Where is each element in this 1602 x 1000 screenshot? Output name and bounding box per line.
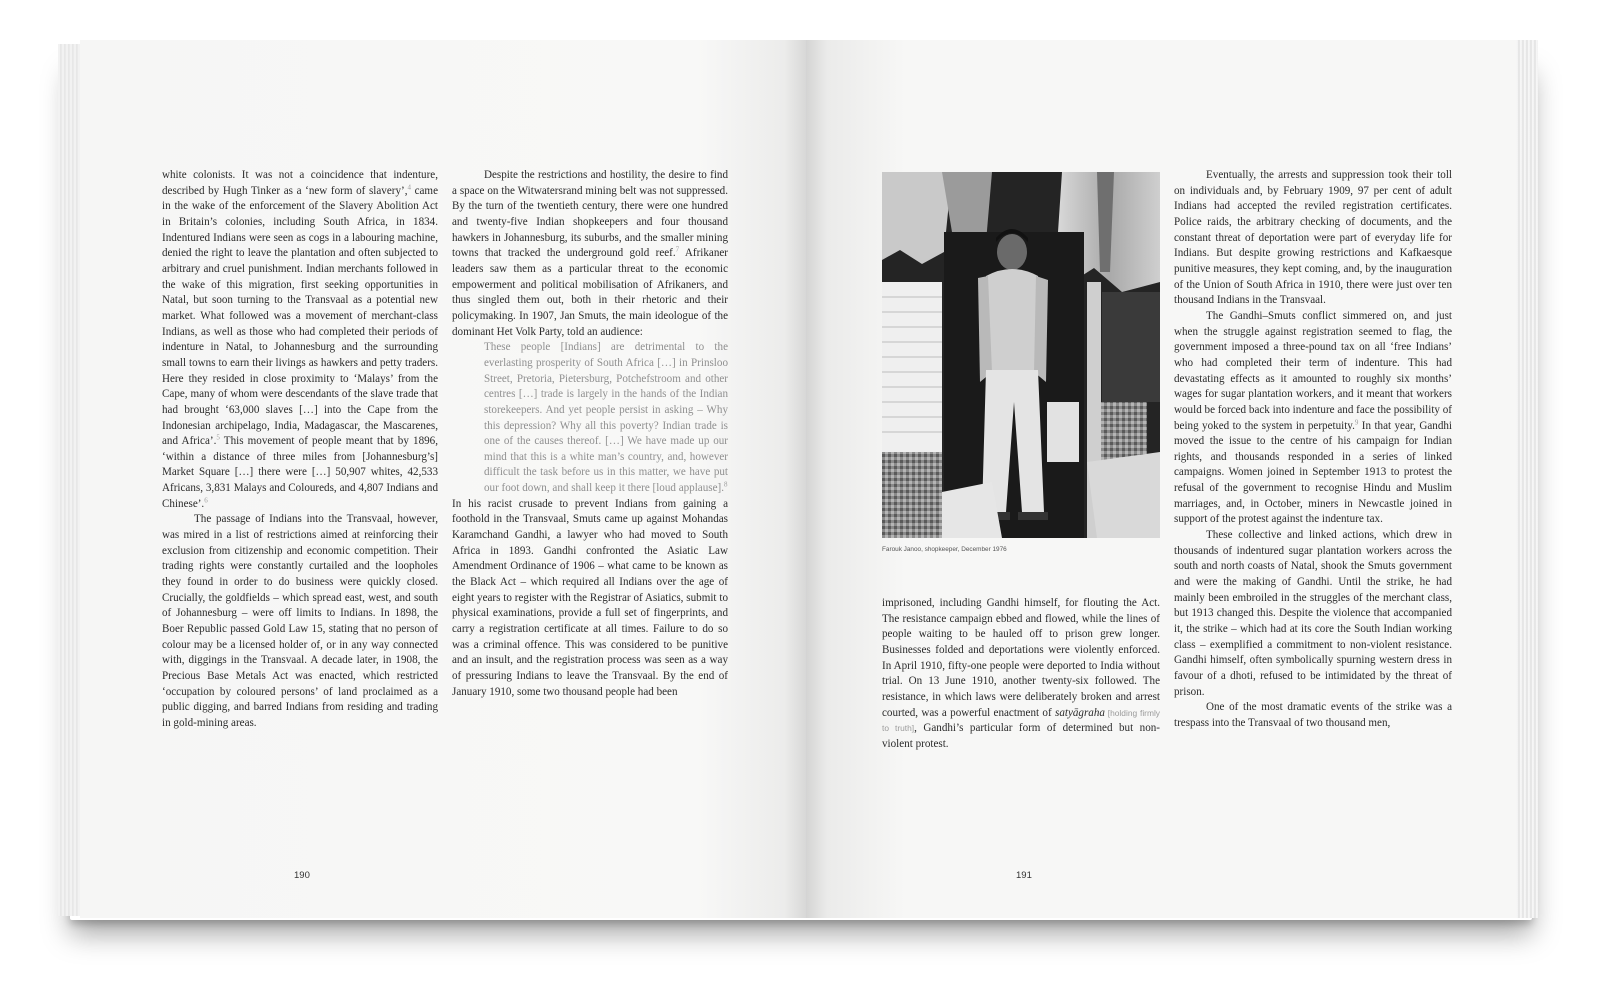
block-quote: These people [Indians] are detrimental to the everlasting prosperity of South Africa […] in Prinsloo Street, Pretoria, Pietersburg, Potchefstroom and other centres […] trade is largely in the hands of the Indian storekeepers. And yet people persist in asking – Why this depression? Why all this poverty? Indian trade is one of the causes thereof. […] We have made up our mind that this is a white man’s country, and, however difficult the task before us in this matter, we have put our foot down, and shall keep it there [loud applause].$^8$ xyxy=(484,341,728,495)
paragraph: Despite the restrictions and hostility, the desire to find a space on the Witwatersrand mining belt was not suppressed. By the turn of the twentieth century, there were one hundred and twenty-five Indian shopkeepers and four thousand hawkers in Johannesburg, its suburbs, and the smaller mining towns that tracked the underground gold reef.$^7$ Afrikaner leaders saw them as a particular threat to the economic empowerment and political mobilisation of Afrikaners, and thus singled them out, both in their rhetoric and their policymaking. In 1907, Jan Smuts, the main ideologue of the dominant Het Volk Party, told an audience: xyxy=(452,169,728,338)
footnote-marker: 8 xyxy=(724,480,728,489)
paragraph: The Gandhi–Smuts conflict simmered on, and just when the struggle against registration seemed to flag, the government imposed a three-pound tax on all ‘free Indians’ who had completed their term of indenture. This had devastating effects as it amounted to roughly six months’ wages for sugar plantation workers, and it meant that workers would be forced back into indenture and face the possibility of being yoked to the system in perpetuity.$^9$ In that year, Gandhi moved the issue to the centre of his campaign for Indian rights, and thousands responded in a series of linked campaigns. Women joined in September 1913 to protest the refusal of the government to recognise Hindu and Muslim marriages, and, in October, miners in Newcastle joined in support of the protest against the indenture tax. xyxy=(1174,309,1452,526)
paragraph: white colonists. It was not a coincidence that indenture, described by Hugh Tinker as a ‘new form of slavery’,$^4$ came in the wake of the enforcement of the Slavery Abolition Act in Britain’s colonies, including South Africa, in 1834. Indentured Indians were seen as cogs in a labouring machine, denied the right to leave the plantation and often subjected to arbitrary and cruel punishment. Indian merchants followed in the wake of this migration, first seeking opportunities in Natal, but soon turning to the Transvaal as a potential new market. What followed was a movement of merchant-class Indians, as well as those who had completed their periods of indenture in Natal, to Johannesburg and the surrounding small towns to earn their livings as hawkers and petty traders. Here they resided in close proximity to ‘Malays’ from the Cape, many of whom were descendants of the slave trade that had brought ‘63,000 slaves […] into the Cape from the Indonesian archipelago, India, Madagascar, the Mascarenes, and Africa’.$^5$ This movement of people meant that by 1896, ‘within a distance of three miles from [Johannesburg’s] Market Square […] there were […] 50,907 whites, 42,533 Africans, 3,831 Malays and Coloureds, and 4,807 Indians and Chinese’.$^6$ xyxy=(162,169,438,510)
italic-term: satyāgraha xyxy=(1055,706,1105,719)
right-column-2 xyxy=(1174,168,1452,732)
left-column-2 xyxy=(452,168,728,700)
footnote-marker: 7 xyxy=(675,245,680,254)
right-column-1 xyxy=(882,596,1160,753)
page-number-right: 191 xyxy=(1016,870,1032,881)
shopkeeper-photograph xyxy=(882,172,1160,538)
left-column-1 xyxy=(162,168,438,732)
paragraph: These collective and linked actions, which drew in thousands of indentured sugar plantation workers across the south and north coasts of Natal, shook the Smuts government and were the making of Gandhi. Until the strike, he had mainly been embroiled in the struggles of the merchant class, but 1913 changed this. Despite the violence that accompanied it, the strike – which had at its core the South Indian working class – exemplified a commitment to non-violent resistance. Gandhi himself, often symbolically spurning western dress in favour of a dhoti, refused to be intimidated by the threat of prison. xyxy=(1174,529,1452,698)
paragraph: Eventually, the arrests and suppression took their toll on individuals and, by February 1909, 97 per cent of adult Indians had accepted the reviled registration certificates. Police raids, the arbitrary checking of documents, and the constant threat of deportation were part of everyday life for Indians. But despite growing restrictions and Kafkaesque punitive measures, they kept coming, and, by the inauguration of the Union of South Africa in 1910, there were just over ten thousand Indians in the Transvaal. xyxy=(1174,169,1452,307)
photo-image xyxy=(882,172,1160,538)
footnote-marker: 5 xyxy=(216,433,220,442)
photo-caption: Farouk Janoo, shopkeeper, December 1976 xyxy=(882,546,1007,553)
gloss: [holding firmly to truth] xyxy=(882,707,1160,734)
paragraph: The passage of Indians into the Transvaal, however, was mired in a list of restrictions aimed at reinforcing their exclusion from citizenship and economic competition. Their trading rights were constantly curtailed and the loopholes they found in order to do business were quickly closed. Crucially, the goldfields – which spread east, west, and south of Johannesburg – were off limits to Indians. In 1898, the Boer Republic passed Gold Law 15, stating that no person of colour may be a licensed holder of, or in any way connected with, diggings in the Transvaal. A decade later, in 1908, the Precious Base Metals Act was enacted, which restricted ‘occupation by coloured persons’ of land proclaimed as a public digging, and barred Indians from residing and trading in gold-mining areas. xyxy=(162,513,438,729)
footnote-marker: 6 xyxy=(204,496,208,505)
page-block-edge-left xyxy=(58,44,82,916)
footnote-marker: 9 xyxy=(1354,417,1359,426)
page-number-left: 190 xyxy=(294,870,310,881)
paragraph: One of the most dramatic events of the strike was a trespass into the Transvaal of two thousand men, xyxy=(1174,701,1452,729)
footnote-marker: 4 xyxy=(407,182,411,191)
paragraph: imprisoned, including Gandhi himself, for flouting the Act. The resistance campaign ebbed and flowed, while the lines of people waiting to be hauled off to prison grew longer. Businesses folded and deportations were violently enforced. In April 1910, fifty-one people were deported to India without trial. On 13 June 1910, another twenty-six followed. The resistance, in which laws were deliberately broken and arrest courted, was a powerful enactment of satyāgraha [holding firmly to truth], Gandhi’s particular form of determined but non-violent protest. xyxy=(882,597,1160,750)
paragraph: In his racist crusade to prevent Indians from gaining a foothold in the Transvaal, Smuts came up against Mohandas Karamchand Gandhi, a lawyer who had moved to South Africa in 1893. Gandhi confronted the Asiatic Law Amendment Ordinance of 1906 – what came to be known as the Black Act – which required all Indians over the age of eight years to register with the Registrar of Asiatics, submit to physical examinations, provide a full set of fingerprints, and carry a registration certificate at all times. Failure to do so was a criminal offence. This was considered to be punitive and an insult, and the registration process was seen as a way of pressuring Indians to leave the Transvaal. By the end of January 1910, some two thousand people had been xyxy=(452,497,728,698)
